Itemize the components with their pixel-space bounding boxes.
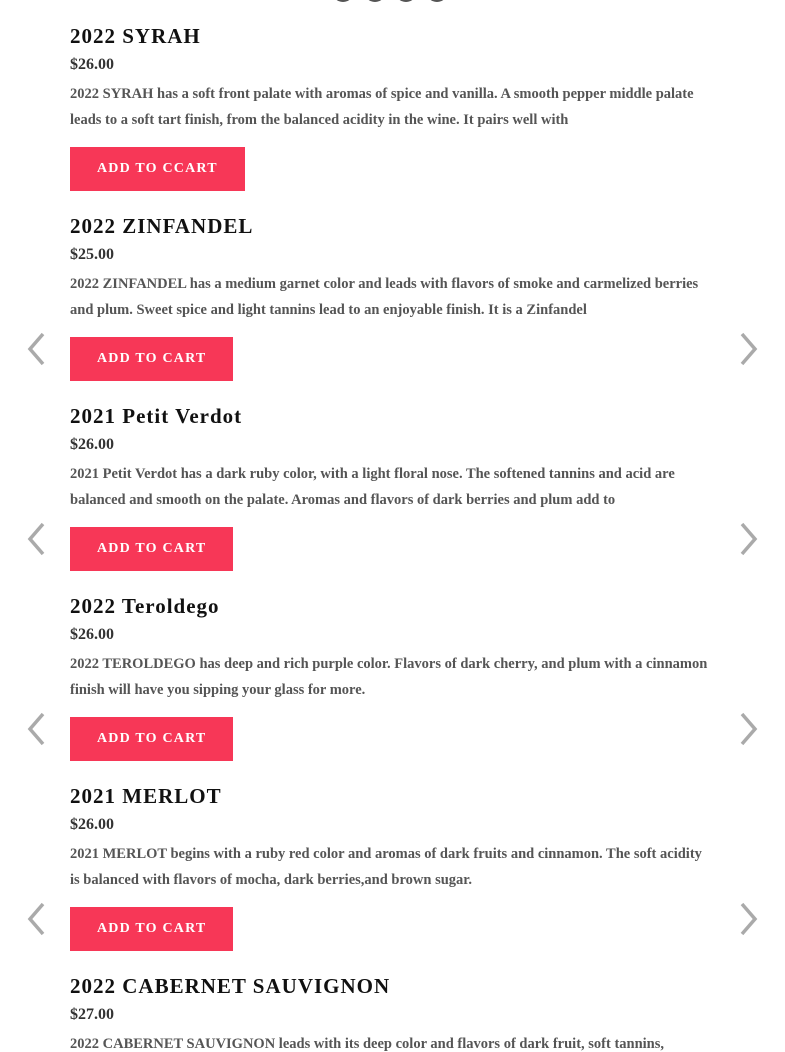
chevron-right-icon[interactable]	[733, 899, 763, 939]
product-description: 2022 ZINFANDEL has a medium garnet color and leads with flavors of smoke and carmelized berries and plum. Sweet spice and light tannins lead to an enjoyable finish. It is a Zinfandel	[70, 276, 699, 318]
product-price: $27.00	[70, 1006, 114, 1023]
product-price: $26.00	[70, 626, 114, 643]
product-price: $25.00	[70, 246, 114, 263]
chevron-left-icon[interactable]	[23, 329, 53, 369]
product-price: $26.00	[70, 816, 114, 833]
carousel-dot[interactable]	[332, 0, 354, 2]
product-price: $26.00	[70, 436, 114, 453]
product-title: 2022 CABERNET SAUVIGNON	[70, 974, 391, 998]
product-price: $26.00	[70, 56, 114, 73]
add-to-cart-button[interactable]: ADD TO CART	[70, 717, 233, 761]
add-to-cart-button[interactable]: ADD TO CART	[70, 337, 233, 381]
product-title: 2022 SYRAH	[70, 24, 201, 48]
product-description: 2022 SYRAH has a soft front palate with aromas of spice and vanilla. A smooth pepper middle palate leads to a soft tart finish, from the balanced acidity in the wine. It pairs well with	[70, 86, 694, 128]
chevron-left-icon[interactable]	[23, 709, 53, 749]
add-to-cart-button[interactable]: ADD TO CART	[70, 527, 233, 571]
product-title: 2021 MERLOT	[70, 784, 222, 808]
add-to-cart-button[interactable]: ADD TO CCART	[70, 147, 245, 191]
chevron-right-icon[interactable]	[733, 519, 763, 559]
chevron-right-icon[interactable]	[733, 709, 763, 749]
product-description: 2021 MERLOT begins with a ruby red color and aromas of dark fruits and cinnamon. The soft acidity is balanced with flavors of mocha, dark berries,and brown sugar.	[70, 846, 702, 888]
carousel-dot[interactable]	[364, 0, 386, 2]
chevron-left-icon[interactable]	[23, 899, 53, 939]
product-cabernet-sauvignon	[70, 973, 720, 1052]
carousel-dot[interactable]	[426, 0, 448, 2]
add-to-cart-button[interactable]: ADD TO CART	[70, 907, 233, 951]
product-title: 2021 Petit Verdot	[70, 404, 243, 428]
carousel-dot[interactable]	[395, 0, 417, 2]
product-description: 2021 Petit Verdot has a dark ruby color, with a light floral nose. The softened tannins and acid are balanced and smooth on the palate. Aromas and flavors of dark berries and plum add to	[70, 466, 675, 508]
product-petit-verdot	[70, 403, 710, 556]
product-description: 2022 CABERNET SAUVIGNON leads with its deep color and flavors of dark fruit, soft tannins,	[70, 1036, 665, 1052]
product-title: 2022 ZINFANDEL	[70, 214, 254, 238]
chevron-left-icon[interactable]	[23, 519, 53, 559]
carousel-dots	[330, 0, 460, 6]
product-description: 2022 TEROLDEGO has deep and rich purple color. Flavors of dark cherry, and plum with a cinnamon finish will have you sipping your glass for more.	[70, 656, 708, 698]
product-teroldego	[70, 593, 710, 746]
chevron-right-icon[interactable]	[733, 329, 763, 369]
product-merlot	[70, 783, 710, 936]
product-title: 2022 Teroldego	[70, 594, 220, 618]
product-syrah	[70, 23, 710, 176]
product-zinfandel	[70, 213, 710, 366]
